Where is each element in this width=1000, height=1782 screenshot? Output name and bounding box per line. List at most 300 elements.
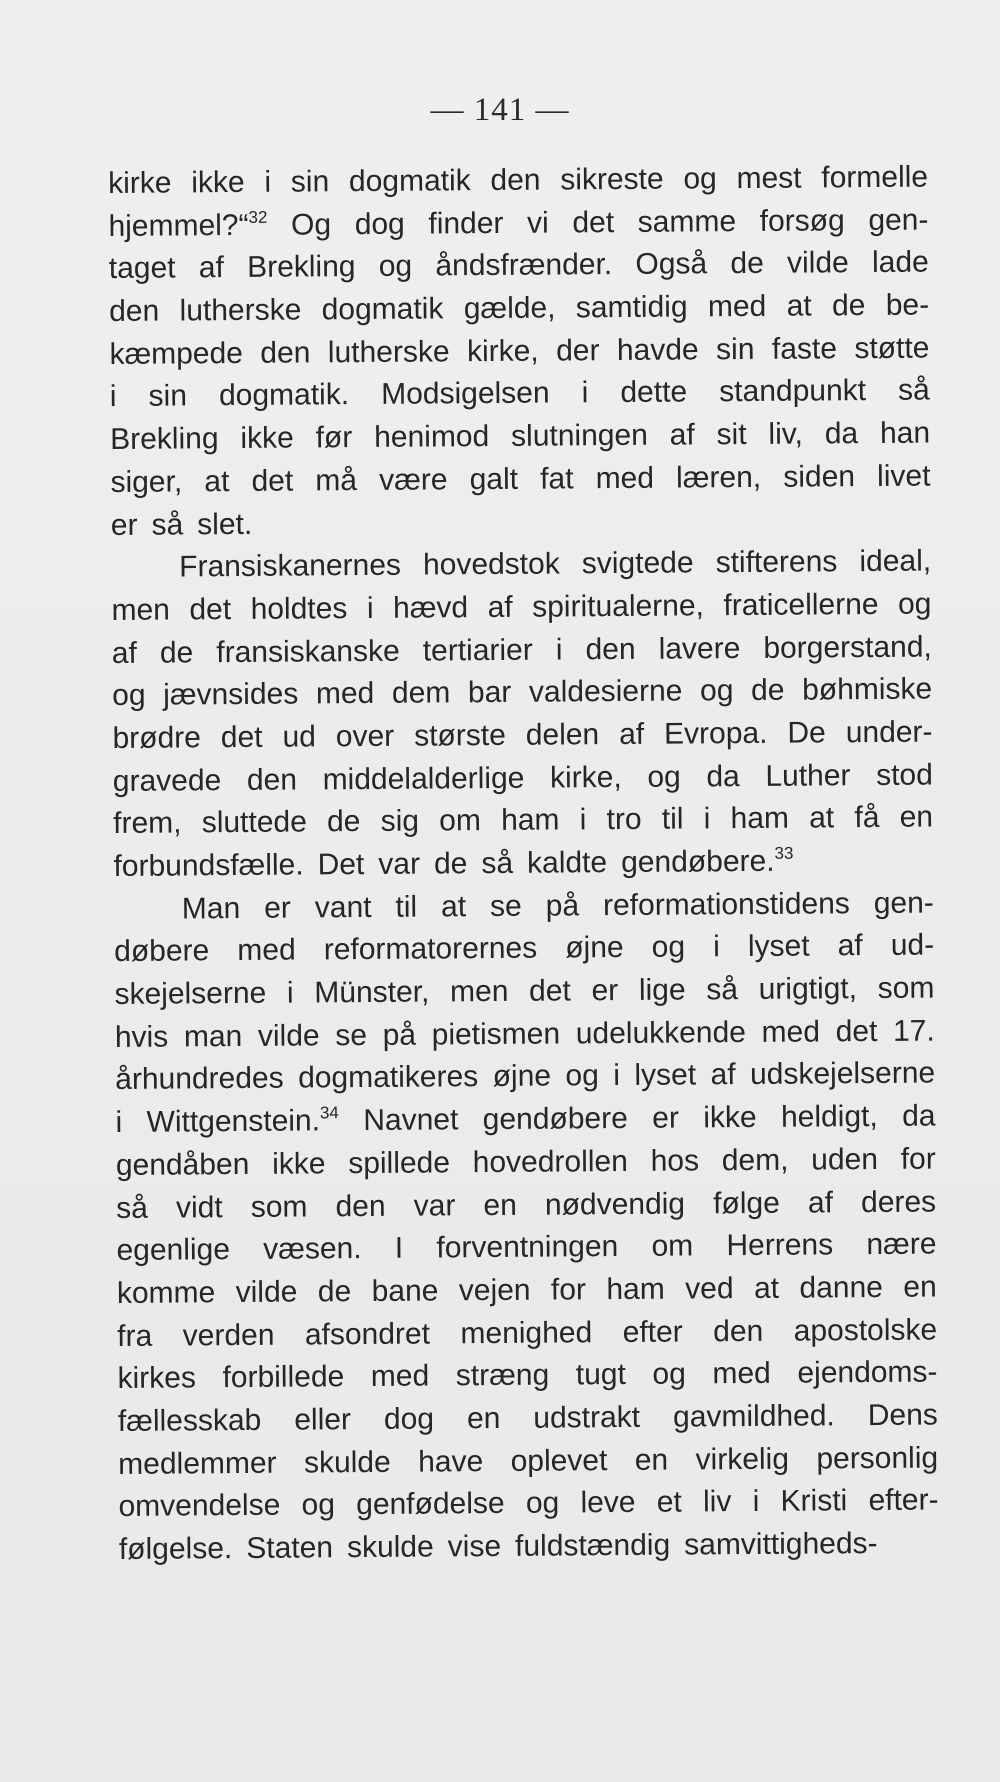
word: største bbox=[414, 718, 506, 753]
word: lyset bbox=[747, 929, 810, 964]
word: lyset bbox=[634, 1058, 697, 1093]
footnote-marker: 33 bbox=[774, 843, 794, 863]
text-line bbox=[112, 669, 932, 718]
text-line bbox=[111, 583, 931, 632]
word: samvittigheds- bbox=[684, 1526, 878, 1562]
word: udskejelserne bbox=[749, 1056, 936, 1092]
word: lutherske bbox=[179, 293, 302, 328]
word: ud bbox=[282, 720, 317, 754]
word: gælde, bbox=[463, 291, 556, 326]
word: at bbox=[753, 1271, 780, 1305]
word: eller bbox=[294, 1403, 352, 1437]
word: Man bbox=[181, 891, 241, 926]
word: de bbox=[326, 805, 361, 839]
word: kæmpede bbox=[109, 336, 244, 371]
text-line bbox=[118, 1437, 938, 1486]
word: må bbox=[315, 463, 358, 498]
word: dog bbox=[383, 1402, 435, 1436]
word: jævnsides bbox=[163, 677, 299, 712]
word: fransiskanske bbox=[216, 634, 400, 669]
word: siger, bbox=[110, 465, 183, 499]
word: af bbox=[669, 418, 695, 452]
word: at bbox=[809, 801, 835, 835]
text-line bbox=[113, 754, 933, 803]
word: taget bbox=[108, 251, 176, 286]
word: en bbox=[634, 1443, 669, 1477]
word: så bbox=[706, 973, 739, 1007]
word: mest bbox=[736, 161, 802, 196]
word: forbundsfælle. bbox=[113, 848, 304, 883]
word: er bbox=[264, 891, 291, 925]
word: Brekling bbox=[110, 422, 219, 457]
word: havde bbox=[616, 333, 699, 367]
word: slet. bbox=[197, 507, 253, 541]
word: og bbox=[683, 162, 717, 196]
text-line bbox=[118, 1480, 938, 1529]
word: gendøbere bbox=[482, 1102, 628, 1137]
word: for bbox=[550, 1273, 587, 1307]
word: dog bbox=[354, 207, 405, 241]
word: den bbox=[109, 294, 160, 329]
word: Wittgenstein.$^{34}$ bbox=[146, 1103, 339, 1139]
word: oplevet bbox=[510, 1443, 608, 1478]
word: be- bbox=[885, 288, 930, 322]
word: og bbox=[301, 1488, 336, 1522]
word: følgelse. bbox=[118, 1532, 233, 1566]
word: det bbox=[220, 720, 263, 755]
word: og bbox=[647, 760, 681, 794]
word: ikke bbox=[703, 1101, 757, 1135]
word: i bbox=[752, 1485, 760, 1519]
word: ikke bbox=[271, 1147, 326, 1181]
word: at bbox=[786, 289, 812, 323]
text-line bbox=[115, 1010, 935, 1059]
word: de bbox=[433, 847, 468, 881]
word: efter bbox=[622, 1315, 683, 1349]
word: medlemmer bbox=[118, 1446, 277, 1481]
text-line bbox=[116, 1138, 936, 1187]
word: den bbox=[585, 632, 636, 666]
text-line bbox=[117, 1352, 937, 1401]
word: til bbox=[661, 802, 684, 836]
word: af bbox=[710, 1058, 736, 1092]
word: øjne bbox=[492, 1059, 552, 1094]
word: bane bbox=[371, 1274, 439, 1308]
word: fuldstændig bbox=[514, 1528, 671, 1563]
text-line bbox=[114, 925, 934, 974]
text-line bbox=[112, 711, 932, 760]
word: med bbox=[595, 461, 655, 495]
word: hvis bbox=[114, 1020, 169, 1054]
word: om bbox=[651, 1229, 694, 1263]
word: Også bbox=[635, 247, 708, 282]
text-line bbox=[108, 157, 928, 206]
word: Brekling bbox=[246, 250, 356, 285]
word: hovedrollen bbox=[472, 1144, 628, 1179]
word: i bbox=[264, 165, 272, 199]
word: at bbox=[204, 464, 230, 499]
word: er bbox=[652, 1101, 680, 1135]
word: skejelserne bbox=[114, 976, 267, 1012]
word: for bbox=[900, 1142, 936, 1176]
word: af bbox=[618, 717, 645, 751]
word: 17. bbox=[892, 1014, 935, 1048]
text-line bbox=[113, 797, 933, 846]
word: galt bbox=[469, 462, 519, 496]
word: middelalderlige bbox=[322, 761, 525, 796]
word: virkelig bbox=[695, 1442, 790, 1477]
word: reformatorernes bbox=[323, 932, 538, 967]
footnote-marker: 34 bbox=[319, 1103, 339, 1123]
word: under- bbox=[845, 715, 933, 750]
text-line bbox=[115, 1096, 935, 1145]
word: nødvendig bbox=[544, 1187, 686, 1222]
word: den bbox=[260, 336, 311, 370]
word: Fransiskanernes bbox=[179, 548, 402, 584]
word: med bbox=[712, 1357, 771, 1391]
word: lade bbox=[871, 245, 929, 280]
word: med bbox=[315, 677, 375, 711]
word: til bbox=[395, 890, 418, 924]
word: gen- bbox=[868, 203, 929, 237]
word: og bbox=[378, 249, 413, 284]
word: lavere bbox=[658, 631, 741, 666]
text-line bbox=[118, 1394, 938, 1443]
word: danne bbox=[799, 1270, 884, 1305]
word: sikreste bbox=[560, 162, 664, 197]
word: valdesierne bbox=[528, 674, 683, 709]
word: fællesskab bbox=[117, 1403, 262, 1438]
word: efter- bbox=[868, 1483, 939, 1518]
word: døbere bbox=[114, 934, 210, 969]
word: ud- bbox=[890, 928, 935, 963]
word: dette bbox=[620, 375, 688, 410]
word: dem, bbox=[721, 1143, 789, 1178]
word: i bbox=[366, 591, 374, 625]
word: fra bbox=[117, 1319, 153, 1353]
word: kirke, bbox=[466, 334, 539, 368]
word: så bbox=[897, 373, 930, 408]
word: en bbox=[466, 1401, 501, 1436]
word: vilde bbox=[257, 1019, 320, 1053]
text-line bbox=[110, 370, 930, 419]
text-line bbox=[116, 1224, 936, 1273]
word: de bbox=[750, 673, 785, 708]
word: en bbox=[899, 800, 934, 835]
text-line bbox=[111, 498, 931, 547]
word: uden bbox=[811, 1142, 879, 1177]
word: Og bbox=[290, 207, 332, 242]
word: Kristi bbox=[780, 1484, 848, 1519]
word: vise bbox=[447, 1529, 502, 1564]
text-line bbox=[115, 1053, 935, 1102]
word: da bbox=[824, 417, 859, 451]
word: standpunkt bbox=[719, 374, 867, 409]
word: deres bbox=[860, 1185, 937, 1219]
word: støtte bbox=[854, 331, 930, 365]
word: Staten bbox=[246, 1531, 334, 1565]
word: vilde bbox=[786, 246, 849, 281]
word: skulde bbox=[346, 1530, 434, 1565]
word: menighed bbox=[460, 1315, 593, 1350]
word: den bbox=[713, 1314, 764, 1348]
word: finder bbox=[428, 206, 504, 241]
word: vidt bbox=[175, 1190, 223, 1224]
word: livet bbox=[876, 459, 931, 493]
word: egenlige bbox=[116, 1233, 231, 1268]
text-line bbox=[111, 541, 931, 590]
text-line bbox=[112, 626, 932, 675]
word: var bbox=[413, 1188, 456, 1223]
word: over bbox=[335, 719, 395, 754]
word: vejen bbox=[458, 1273, 531, 1308]
word: dem bbox=[391, 676, 451, 711]
word: svigtede bbox=[581, 546, 694, 581]
word: sig bbox=[380, 804, 420, 839]
word: gendøbere.$^{33}$ bbox=[620, 843, 794, 879]
word: komme bbox=[116, 1276, 216, 1310]
word: få bbox=[854, 801, 880, 835]
word: af bbox=[198, 251, 224, 285]
word: personlig bbox=[816, 1441, 939, 1476]
word: kirkes bbox=[117, 1361, 197, 1396]
word: i bbox=[286, 976, 294, 1010]
word: af bbox=[837, 929, 863, 963]
word: De bbox=[787, 716, 826, 750]
word: da bbox=[706, 759, 740, 793]
word: med bbox=[761, 1015, 821, 1049]
word: se bbox=[335, 1018, 368, 1052]
text-line bbox=[108, 199, 928, 248]
word: Evropa. bbox=[663, 716, 768, 751]
word: have bbox=[418, 1444, 484, 1479]
word: den bbox=[490, 163, 541, 197]
text-line bbox=[117, 1266, 937, 1315]
text-line bbox=[110, 455, 930, 504]
word: ideal, bbox=[859, 544, 932, 579]
word: afsondret bbox=[304, 1317, 431, 1352]
word: det bbox=[189, 592, 232, 627]
word: Luther bbox=[765, 758, 851, 793]
word: er bbox=[110, 508, 138, 542]
word: samme bbox=[637, 204, 737, 239]
word: er bbox=[591, 974, 619, 1008]
word: urigtigt, bbox=[758, 972, 858, 1006]
word: ejendoms- bbox=[797, 1355, 938, 1390]
word: af bbox=[111, 636, 138, 670]
word: holdtes bbox=[250, 592, 348, 626]
word: Navnet bbox=[363, 1103, 459, 1138]
word: i bbox=[579, 803, 587, 837]
body-text bbox=[108, 157, 939, 1572]
word: følge bbox=[713, 1186, 780, 1220]
text-line bbox=[109, 285, 929, 334]
text-line bbox=[109, 327, 929, 376]
word: dogmatik bbox=[321, 292, 444, 327]
text-line bbox=[114, 968, 934, 1017]
word: fraticellerne bbox=[723, 587, 879, 623]
word: Münster, bbox=[314, 975, 430, 1010]
text-line bbox=[119, 1523, 939, 1572]
word: de bbox=[159, 635, 194, 670]
word: Modsigelsen bbox=[381, 376, 550, 412]
word: så bbox=[481, 846, 514, 881]
word: vi bbox=[526, 206, 549, 240]
word: med bbox=[237, 933, 296, 968]
text-line bbox=[114, 882, 934, 931]
word: forbillede bbox=[222, 1360, 345, 1395]
word: reformationstidens bbox=[602, 886, 850, 922]
word: fat bbox=[540, 462, 574, 496]
word: nære bbox=[866, 1227, 937, 1262]
word: de bbox=[831, 289, 866, 323]
word: i bbox=[109, 380, 117, 414]
text-line bbox=[109, 242, 929, 291]
word: ham bbox=[500, 803, 560, 838]
word: var bbox=[378, 847, 421, 881]
word: hjemmel?“$^{32}$ bbox=[108, 207, 268, 243]
word: og bbox=[699, 674, 734, 708]
text-line bbox=[116, 1181, 936, 1230]
word: af bbox=[487, 590, 513, 624]
word: væsen. bbox=[263, 1232, 362, 1267]
word: slutningen bbox=[510, 418, 648, 453]
word: hævd bbox=[392, 591, 469, 625]
word: læren, bbox=[675, 460, 762, 495]
word: faste bbox=[771, 332, 838, 366]
word: gavmildhed. bbox=[672, 1399, 835, 1434]
word: med bbox=[370, 1359, 430, 1394]
word: hovedstok bbox=[422, 547, 560, 582]
word: leve bbox=[580, 1486, 636, 1520]
word: det bbox=[572, 205, 615, 240]
word: dogmatik. bbox=[218, 378, 350, 413]
text-line bbox=[110, 413, 930, 462]
word: tertiarier bbox=[422, 633, 533, 668]
word: i bbox=[703, 802, 711, 836]
word: åndsfrænder. bbox=[435, 248, 613, 283]
word: siden bbox=[783, 459, 856, 494]
word: dogmatikeres bbox=[297, 1060, 479, 1095]
word: bøhmiske bbox=[801, 672, 933, 707]
word: i bbox=[613, 1059, 621, 1093]
word: før bbox=[315, 421, 353, 455]
word: den bbox=[335, 1189, 386, 1223]
word: ham bbox=[606, 1272, 665, 1306]
word: stifterens bbox=[715, 545, 838, 580]
word: kirke, bbox=[549, 760, 622, 795]
text-line bbox=[113, 840, 933, 889]
word: et bbox=[656, 1485, 682, 1520]
word: så bbox=[116, 1191, 149, 1225]
word: forsøg bbox=[759, 203, 845, 238]
word: genfødelse bbox=[356, 1487, 505, 1522]
word: i bbox=[115, 1106, 123, 1140]
word: de bbox=[730, 247, 764, 281]
word: Herrens bbox=[726, 1228, 834, 1263]
word: som bbox=[877, 971, 935, 1006]
word: ham bbox=[730, 801, 790, 836]
word: frem, bbox=[113, 806, 182, 841]
word: heldigt, bbox=[780, 1100, 878, 1134]
word: I bbox=[394, 1231, 404, 1265]
footnote-marker: 32 bbox=[248, 207, 268, 227]
word: borgerstand, bbox=[763, 630, 932, 665]
word: Det bbox=[317, 848, 365, 882]
word: skulde bbox=[303, 1445, 391, 1480]
word: hos bbox=[650, 1144, 700, 1178]
word: lutherske bbox=[327, 335, 450, 370]
word: sin bbox=[715, 332, 755, 366]
word: være bbox=[379, 463, 448, 497]
word: dogmatik bbox=[348, 164, 471, 199]
word: udstrakt bbox=[533, 1400, 641, 1435]
word: spiritualerne, bbox=[532, 589, 705, 624]
word: lige bbox=[638, 973, 686, 1007]
word: i bbox=[555, 633, 563, 667]
word: tro bbox=[606, 803, 642, 837]
word: ikke bbox=[191, 165, 245, 200]
word: sin bbox=[290, 165, 330, 199]
word: stræng bbox=[455, 1358, 550, 1393]
word: da bbox=[901, 1099, 936, 1133]
word: en bbox=[483, 1188, 517, 1222]
word: på bbox=[382, 1018, 417, 1052]
word: apostolske bbox=[793, 1313, 938, 1348]
word: kaldte bbox=[526, 846, 608, 880]
word: om bbox=[439, 804, 482, 838]
word: i bbox=[581, 376, 589, 410]
word: og bbox=[897, 587, 932, 621]
word: en bbox=[903, 1270, 937, 1304]
word: udelukkende bbox=[575, 1015, 747, 1051]
word: pietismen bbox=[431, 1017, 561, 1052]
word: henimod bbox=[374, 420, 490, 455]
word: sluttede bbox=[201, 805, 307, 840]
word: sit bbox=[716, 418, 747, 452]
word: det bbox=[835, 1014, 878, 1049]
word: og bbox=[565, 1059, 599, 1093]
word: på bbox=[545, 889, 580, 923]
word: ikke bbox=[240, 421, 294, 456]
word: kirke bbox=[108, 166, 172, 200]
word: omvendelse bbox=[118, 1489, 281, 1524]
word: gendåben bbox=[115, 1147, 250, 1182]
word: delen bbox=[525, 718, 600, 752]
word: at bbox=[440, 889, 467, 924]
word: formelle bbox=[821, 160, 929, 195]
word: se bbox=[489, 889, 522, 923]
word: den bbox=[246, 763, 298, 797]
word: stod bbox=[875, 758, 933, 792]
word: af bbox=[807, 1185, 834, 1220]
word: brødre bbox=[112, 721, 202, 755]
text-line bbox=[117, 1309, 937, 1358]
word: gravede bbox=[112, 763, 222, 798]
word: så bbox=[151, 507, 184, 542]
word: der bbox=[555, 333, 600, 368]
word: og bbox=[652, 1357, 686, 1392]
word: bar bbox=[467, 676, 512, 710]
word: i bbox=[713, 930, 720, 964]
word: spillede bbox=[348, 1146, 451, 1180]
word: men bbox=[111, 593, 171, 627]
word: man bbox=[183, 1019, 243, 1054]
word: det bbox=[251, 464, 294, 498]
word: ved bbox=[685, 1271, 734, 1306]
word: og bbox=[525, 1486, 560, 1521]
word: og bbox=[112, 678, 146, 713]
